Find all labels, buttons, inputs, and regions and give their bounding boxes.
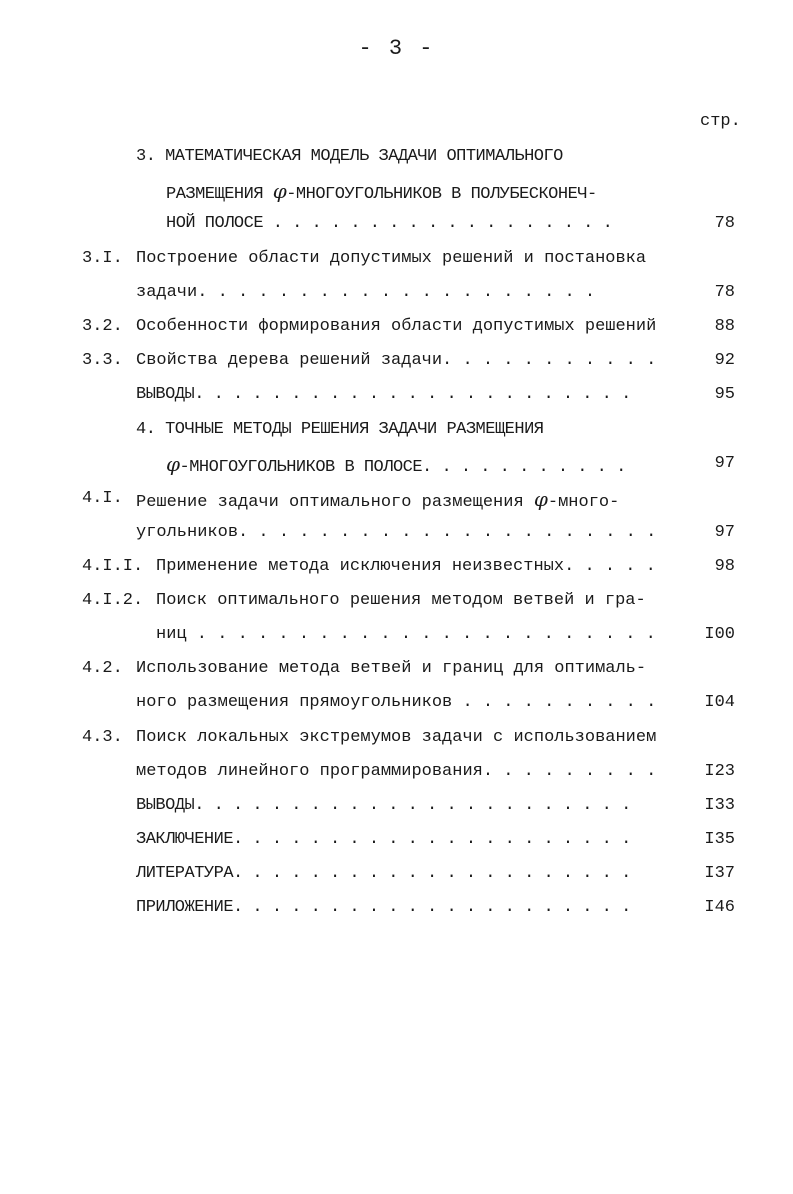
toc-text: ЛИТЕРАТУРА. . . . . . . . . . . . . . . . . . . . .	[136, 864, 631, 883]
toc-text: Свойства дерева решений задачи. . . . . . . . . . .	[136, 351, 657, 370]
toc-line-conclusion	[0, 825, 793, 855]
toc-line-appendix	[0, 893, 793, 923]
toc-page: 78	[714, 214, 735, 233]
toc-line-4-1-2	[0, 586, 793, 616]
toc-line-4-3-cont	[0, 757, 793, 787]
page-column-header: стр.	[700, 112, 741, 131]
phi-symbol: φ	[272, 179, 287, 203]
toc-line-chapter-4-title-cont	[0, 449, 793, 479]
toc-text: методов линейного программирования. . . . . . . . .	[136, 762, 657, 781]
toc-page: I33	[704, 796, 735, 815]
toc-line-4-1-cont	[0, 518, 793, 548]
toc-line-chapter-3-title-cont	[0, 176, 793, 206]
toc-text: -МНОГОУГОЛЬНИКОВ В ПОЛОСЕ. . . . . . . . . . .	[179, 458, 626, 477]
toc-number: 4.2.	[82, 659, 123, 678]
toc-line-conclusions-4	[0, 791, 793, 821]
toc-page: 98	[714, 557, 735, 576]
toc-page: 92	[714, 351, 735, 370]
toc-number: 4.I.2.	[82, 591, 144, 610]
toc-page: 97	[714, 523, 735, 542]
toc-line-4-1-1	[0, 552, 793, 582]
toc-text: -много-	[547, 493, 620, 512]
page-number: - 3 -	[358, 36, 435, 61]
toc-text-prefix: РАЗМЕЩЕНИЯ	[166, 185, 273, 204]
toc-text: Построение области допустимых решений и постановка	[136, 249, 647, 268]
toc-line-4-1-2-cont	[0, 620, 793, 650]
toc-text: 4. ТОЧНЫЕ МЕТОДЫ РЕШЕНИЯ ЗАДАЧИ РАЗМЕЩЕНИЯ	[136, 420, 544, 439]
toc-line-conclusions-3	[0, 380, 793, 410]
toc-number: 3.2.	[82, 317, 123, 336]
toc-line-3-1	[0, 244, 793, 274]
toc-line-3-2	[0, 312, 793, 342]
toc-text: ПРИЛОЖЕНИЕ. . . . . . . . . . . . . . . . . . . . .	[136, 898, 631, 917]
toc-page: 95	[714, 385, 735, 404]
toc-text: задачи. . . . . . . . . . . . . . . . . . . .	[136, 283, 596, 302]
toc-page: 78	[714, 283, 735, 302]
toc-line-literature	[0, 859, 793, 889]
toc-page: I23	[704, 762, 735, 781]
toc-page: I46	[704, 898, 735, 917]
toc-line-4-1	[0, 484, 793, 514]
toc-page: 88	[714, 317, 735, 336]
toc-text: Поиск оптимального решения методом ветвей и гра-	[156, 591, 646, 610]
toc-number: 4.3.	[82, 728, 123, 747]
toc-page: I37	[704, 864, 735, 883]
toc-line-3-1-cont	[0, 278, 793, 308]
toc-number: 4.I.I.	[82, 557, 144, 576]
toc-number: 3.I.	[82, 249, 123, 268]
toc-text: ВЫВОДЫ. . . . . . . . . . . . . . . . . . . . . . .	[136, 796, 631, 815]
toc-text: Поиск локальных экстремумов задачи с использованием	[136, 728, 657, 747]
toc-line-chapter-4-title	[0, 415, 793, 445]
toc-text: ВЫВОДЫ. . . . . . . . . . . . . . . . . . . . . . .	[136, 385, 631, 404]
toc-text: 3. МАТЕМАТИЧЕСКАЯ МОДЕЛЬ ЗАДАЧИ ОПТИМАЛЬНОГО	[136, 147, 563, 166]
toc-page: 97	[714, 454, 735, 473]
toc-text: -МНОГОУГОЛЬНИКОВ В ПОЛУБЕСКОНЕЧ-	[286, 185, 597, 204]
toc-line-3-3	[0, 346, 793, 376]
toc-line-4-2-cont	[0, 688, 793, 718]
toc-line-4-3	[0, 723, 793, 753]
toc-text-prefix: Решение задачи оптимального размещения	[136, 493, 534, 512]
toc-text: ного размещения прямоугольников . . . . . . . . . .	[136, 693, 657, 712]
toc-page: I04	[704, 693, 735, 712]
toc-text: ЗАКЛЮЧЕНИЕ. . . . . . . . . . . . . . . . . . . . .	[136, 830, 631, 849]
phi-symbol: φ	[166, 452, 180, 476]
toc-line-chapter-3-title	[0, 142, 793, 172]
toc-number: 3.3.	[82, 351, 123, 370]
toc-page: I35	[704, 830, 735, 849]
toc-line-4-2	[0, 654, 793, 684]
toc-text: угольников. . . . . . . . . . . . . . . . . . . . .	[136, 523, 657, 542]
toc-page: I00	[704, 625, 735, 644]
toc-line-chapter-3-title-end	[0, 209, 793, 239]
toc-text: Применение метода исключения неизвестных. . . . .	[156, 557, 656, 576]
toc-text: ниц . . . . . . . . . . . . . . . . . . . . . . .	[156, 625, 656, 644]
phi-symbol: φ	[533, 487, 548, 511]
toc-text: Особенности формирования области допустимых решений	[136, 317, 657, 336]
toc-text: НОЙ ПОЛОСЕ . . . . . . . . . . . . . . . . . .	[166, 214, 613, 233]
toc-number: 4.I.	[82, 489, 123, 508]
toc-text: Использование метода ветвей и границ для оптималь-	[136, 659, 647, 678]
